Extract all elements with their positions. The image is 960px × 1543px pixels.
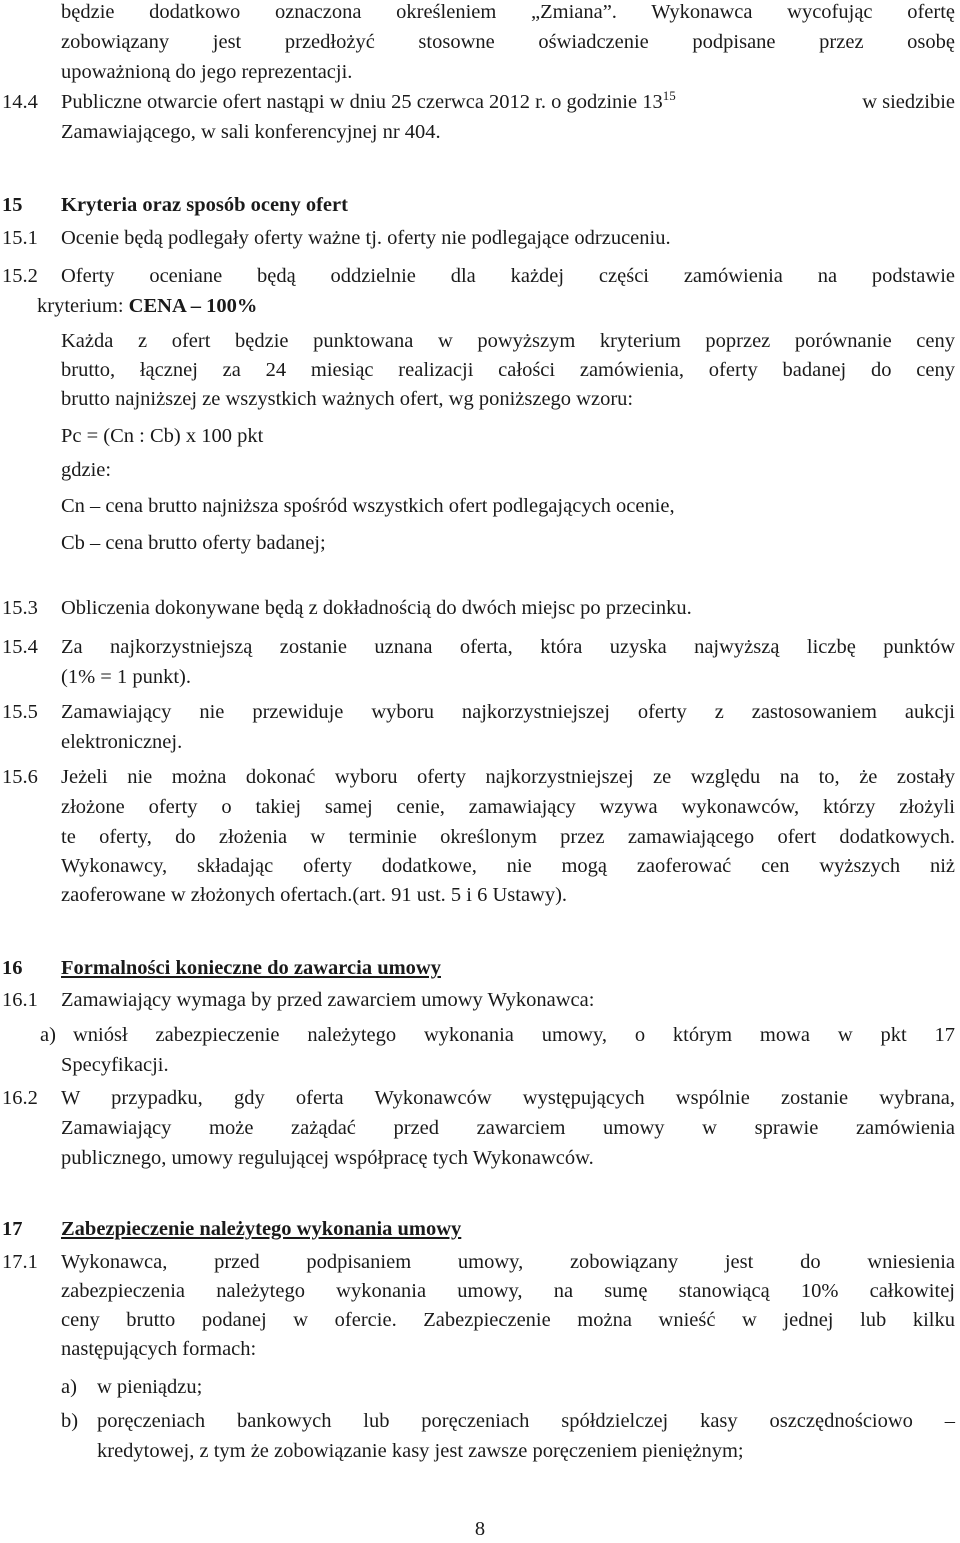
section-15-2-line-2: kryterium: CENA – 100%	[37, 295, 258, 317]
time-superscript: 15	[662, 88, 676, 103]
section-15-4-line-2: (1% = 1 punkt).	[61, 666, 191, 688]
top-line-3: upoważnioną do jego reprezentacji.	[61, 61, 353, 83]
section-17-1-b-line-2: kredytowej, z tym że zobowiązanie kasy jest zawsze poręczeniem pieniężnym;	[97, 1440, 744, 1462]
section-17-1-a-label: a)	[61, 1376, 77, 1398]
criterion-price: CENA – 100%	[128, 295, 258, 317]
section-16-1-a-line-2: Specyfikacji.	[61, 1054, 169, 1076]
section-16-2-line-2: Zamawiający może zażądać przed zawarciem umowy w sprawie zamówienia	[61, 1117, 955, 1139]
section-number-17: 17	[2, 1218, 23, 1240]
section-number-15-2: 15.2	[2, 265, 38, 287]
formula-cn: Cn – cena brutto najniższa spośród wszystkich ofert podlegających ocenie,	[61, 495, 675, 517]
section-15-6-line-2: złożone oferty o takiej samej cenie, zamawiający wzywa wykonawców, którzy złożyli	[61, 796, 955, 818]
section-number-16-1: 16.1	[2, 989, 38, 1011]
top-line-2: zobowiązany jest przedłożyć stosowne oświadczenie podpisane przez osobę	[61, 31, 955, 53]
section-number-15-4: 15.4	[2, 636, 38, 658]
section-15-6-line-1: Jeżeli nie można dokonać wyboru oferty najkorzystniejszej ze względu na to, że zostały	[61, 766, 955, 788]
formula-where: gdzie:	[61, 459, 112, 481]
section-number-15-1: 15.1	[2, 227, 38, 249]
section-15-title: Kryteria oraz sposób oceny ofert	[61, 194, 348, 216]
section-14-4-line-1	[61, 87, 955, 117]
section-number-15: 15	[2, 194, 23, 216]
section-15-5-line-1: Zamawiający nie przewiduje wyboru najkorzystniejszej oferty z zastosowaniem aukcji	[61, 701, 955, 723]
criterion-desc-line-1: Każda z ofert będzie punktowana w powyższym kryterium poprzez porównanie ceny	[61, 330, 955, 352]
section-15-1-text: Ocenie będą podlegały oferty ważne tj. oferty nie podlegające odrzuceniu.	[61, 227, 671, 249]
section-17-1-b-label: b)	[61, 1410, 79, 1432]
section-number-15-5: 15.5	[2, 701, 38, 723]
price-formula: Pc = (Cn : Cb) x 100 pkt	[61, 425, 264, 447]
formula-cb: Cb – cena brutto oferty badanej;	[61, 532, 326, 554]
section-14-4-text-b: w siedzibie	[862, 91, 955, 113]
section-15-3-text: Obliczenia dokonywane będą z dokładnością do dwóch miejsc po przecinku.	[61, 597, 692, 619]
section-number-15-3: 15.3	[2, 597, 38, 619]
section-number-17-1: 17.1	[2, 1251, 38, 1273]
section-14-4-text-a: Publiczne otwarcie ofert nastąpi w dniu 25 czerwca 2012 r. o godzinie $13^{15}$	[61, 88, 676, 113]
section-17-title: Zabezpieczenie należytego wykonania umowy	[61, 1218, 462, 1240]
section-16-1-a-label: a)	[40, 1024, 56, 1046]
section-16-1-text: Zamawiający wymaga by przed zawarciem umowy Wykonawca:	[61, 989, 595, 1011]
top-line-1: będzie dodatkowo oznaczona określeniem „Zmiana”. Wykonawca wycofując ofertę	[61, 1, 955, 23]
section-16-1-a-line-1: wniósł zabezpieczenie należytego wykonania umowy, o którym mowa w pkt 17	[73, 1024, 955, 1046]
section-15-4-line-1: Za najkorzystniejszą zostanie uznana oferta, która uzyska najwyższą liczbę punktów	[61, 636, 955, 658]
section-number-15-6: 15.6	[2, 766, 38, 788]
section-16-2-line-1: W przypadku, gdy oferta Wykonawców występujących wspólnie zostanie wybrana,	[61, 1087, 955, 1109]
section-16-2-line-3: publicznego, umowy regulującej współpracę tych Wykonawców.	[61, 1147, 594, 1169]
section-17-1-line-2: zabezpieczenia należytego wykonania umowy, na sumę stanowiącą 10% całkowitej	[61, 1280, 955, 1302]
section-15-2-line-1: Oferty oceniane będą oddzielnie dla każdej części zamówienia na podstawie	[61, 265, 955, 287]
section-number-16: 16	[2, 957, 23, 979]
section-number-14-4: 14.4	[2, 91, 38, 113]
section-number-16-2: 16.2	[2, 1087, 38, 1109]
section-17-1-b-line-1: poręczeniach bankowych lub poręczeniach spółdzielczej kasy oszczędnościowo –	[97, 1410, 955, 1432]
section-15-6-line-4: Wykonawcy, składając oferty dodatkowe, nie mogą zaoferować cen wyższych niż	[61, 855, 955, 877]
section-14-4-line-2: Zamawiającego, w sali konferencyjnej nr 404.	[61, 121, 441, 143]
section-17-1-line-3: ceny brutto podanej w ofercie. Zabezpieczenie można wnieść w jednej lub kilku	[61, 1309, 955, 1331]
criterion-desc-line-2: brutto, łącznej za 24 miesiąc realizacji całości zamówienia, oferty badanej do ceny	[61, 359, 955, 381]
section-15-5-line-2: elektronicznej.	[61, 731, 183, 753]
section-17-1-line-1: Wykonawca, przed podpisaniem umowy, zobowiązany jest do wniesienia	[61, 1251, 955, 1273]
section-17-1-a-text: w pieniądzu;	[97, 1376, 203, 1398]
page-number: 8	[474, 1518, 486, 1540]
criterion-desc-line-3: brutto najniższej ze wszystkich ważnych ofert, wg poniższego wzoru:	[61, 388, 634, 410]
section-17-1-line-4: następujących formach:	[61, 1338, 257, 1360]
section-15-6-line-5: zaoferowane w złożonych ofertach.(art. 91 ust. 5 i 6 Ustawy).	[61, 884, 568, 906]
section-16-title: Formalności konieczne do zawarcia umowy	[61, 957, 441, 979]
section-15-6-line-3: te oferty, do złożenia w terminie określonym przez zamawiającego ofert dodatkowych.	[61, 826, 955, 848]
